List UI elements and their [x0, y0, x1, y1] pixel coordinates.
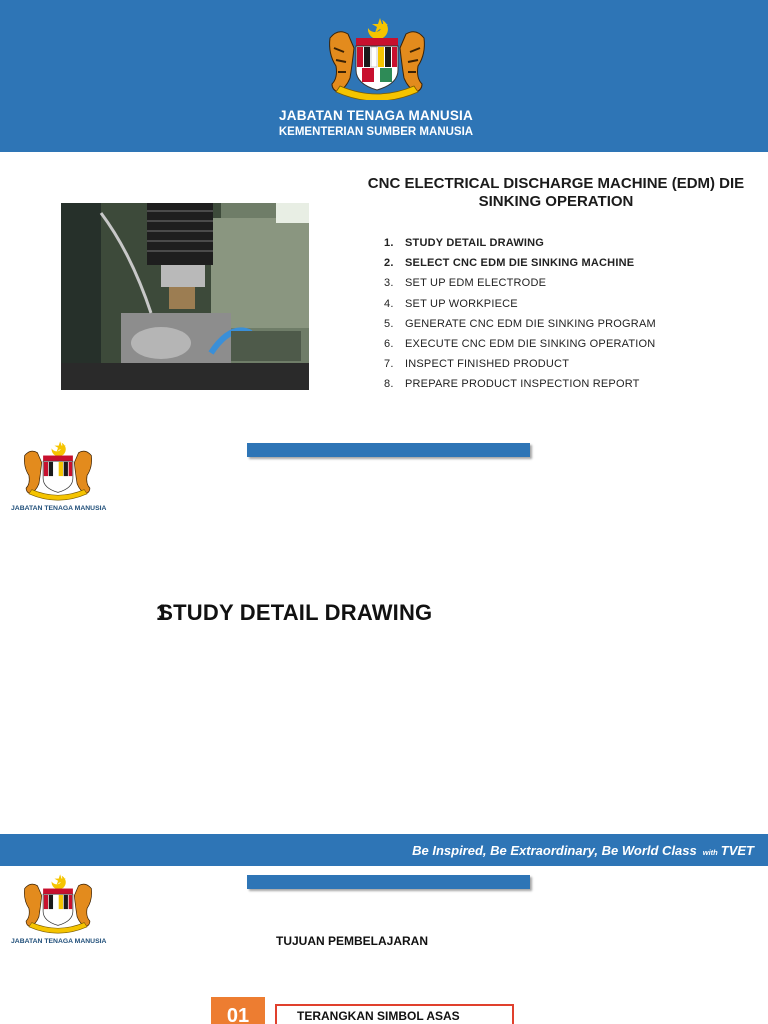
accent-bar	[247, 443, 530, 457]
task-item	[384, 256, 764, 276]
task-label: STUDY DETAIL DRAWING	[405, 237, 545, 249]
slide-title: CNC ELECTRICAL DISCHARGE MACHINE (EDM) DIE SINKING OPERATION	[367, 175, 745, 210]
task-number: 2.	[384, 257, 394, 270]
coat-of-arms-icon	[19, 869, 97, 935]
task-number: 8.	[384, 378, 394, 391]
slogan-with: with	[702, 848, 718, 857]
task-number: 3.	[384, 277, 394, 290]
logo-caption: JABATAN TENAGA MANUSIA	[11, 938, 107, 945]
task-label: EXECUTE CNC EDM DIE SINKING OPERATION	[405, 337, 656, 350]
ministry-subtitle: KEMENTERIAN SUMBER MANUSIA	[278, 126, 474, 138]
task-number: 1.	[384, 237, 394, 249]
accent-bar	[247, 875, 530, 889]
task-item	[384, 337, 764, 357]
task-number: 7.	[384, 358, 394, 371]
task-label: SET UP EDM ELECTRODE	[405, 277, 547, 290]
task-number: 5.	[384, 317, 394, 330]
edm-machine-photo	[61, 203, 309, 390]
task-list	[384, 236, 764, 398]
task-item	[384, 377, 764, 397]
task-label: PREPARE PRODUCT INSPECTION REPORT	[405, 378, 640, 391]
objective-label: TERANGKAN SIMBOL ASAS	[297, 1009, 460, 1023]
logo-caption: JABATAN TENAGA MANUSIA	[11, 505, 107, 512]
objective-item	[275, 1004, 514, 1024]
task-item	[384, 276, 764, 296]
slogan	[412, 843, 754, 858]
slogan-tvet: TVET	[720, 843, 754, 858]
task-label: SET UP WORKPIECE	[405, 297, 518, 310]
section-heading-number: 1	[156, 600, 159, 625]
task-label: GENERATE CNC EDM DIE SINKING PROGRAM	[405, 317, 656, 330]
slogan-text: Be Inspired, Be Extraordinary, Be World Class	[412, 843, 697, 858]
org-title: JABATAN TENAGA MANUSIA	[279, 108, 473, 123]
section-heading	[156, 600, 432, 626]
task-label: SELECT CNC EDM DIE SINKING MACHINE	[405, 257, 635, 270]
coat-of-arms-icon	[322, 14, 432, 100]
learning-objectives-heading: TUJUAN PEMBELAJARAN	[276, 934, 429, 948]
task-item	[384, 317, 764, 337]
task-number: 6.	[384, 337, 394, 350]
task-item	[384, 236, 764, 256]
task-item	[384, 357, 764, 377]
task-number: 4.	[384, 297, 394, 310]
task-item	[384, 297, 764, 317]
task-label: INSPECT FINISHED PRODUCT	[405, 358, 570, 371]
objective-number-badge: 01	[211, 997, 265, 1024]
section-heading-text: STUDY DETAIL DRAWING	[158, 600, 433, 625]
coat-of-arms-icon	[19, 436, 97, 502]
